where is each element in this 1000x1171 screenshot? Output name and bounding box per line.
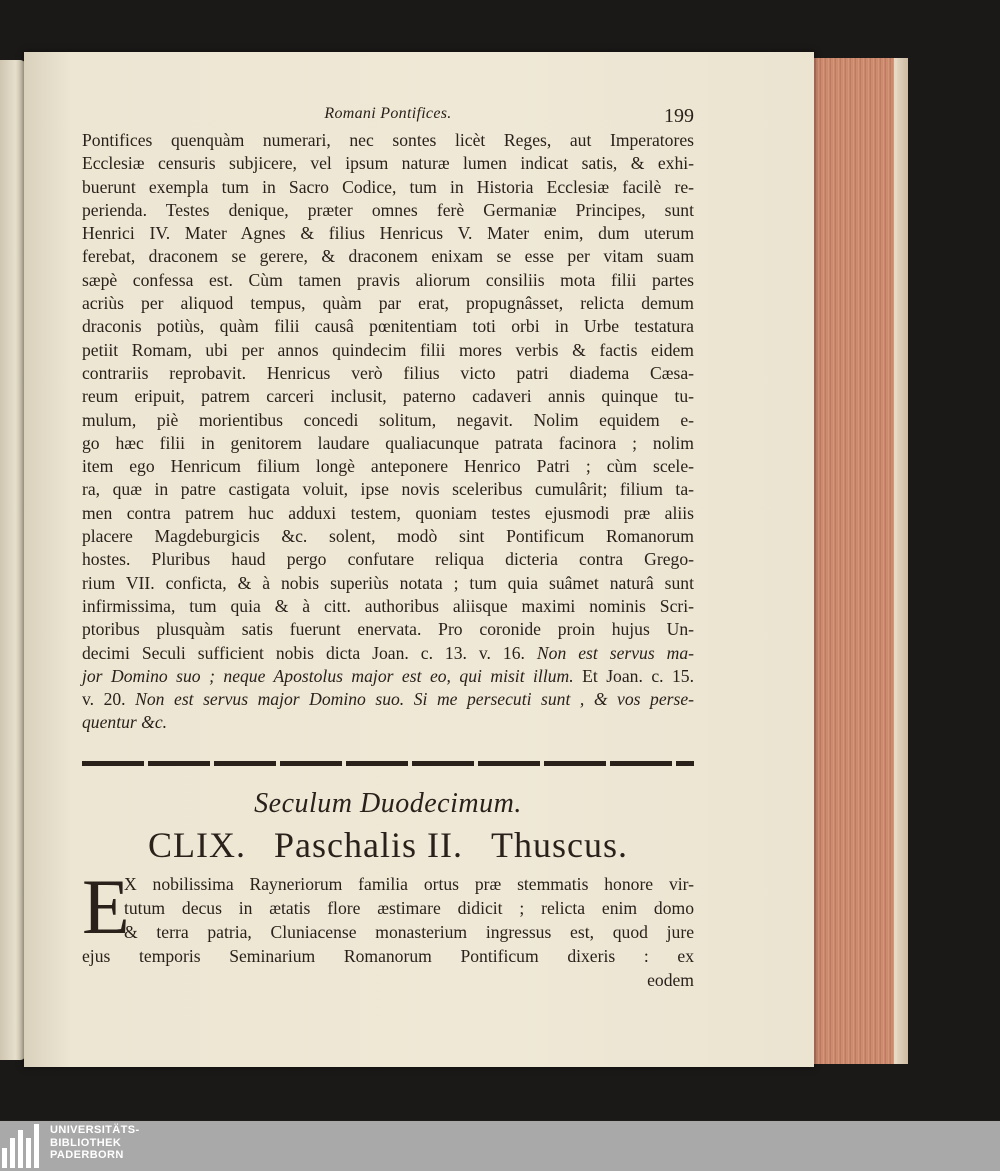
body-line: acriùs per aliquod tempus, quàm par erat, propugnâsset, relicta demum (82, 293, 694, 314)
logo-line: PADERBORN (50, 1149, 124, 1161)
body-line: Ecclesiæ censuris subjicere, vel ipsum naturæ lumen indicat satis, & exhi- (82, 153, 694, 174)
body-line: rium VII. conficta, & à nobis superiùs notata ; tum quia suâmet naturâ sunt (82, 572, 694, 593)
running-title: Romani Pontifices. (324, 105, 452, 122)
pope-heading (82, 824, 694, 866)
body-line: men contra patrem huc adduxi testem, quoniam testes ejusmodi præ aliis (82, 502, 694, 523)
body-line: draconis potiùs, quàm filii causâ pœnitentiam toti orbi in Urbe testatura (82, 316, 694, 337)
running-head (82, 105, 694, 129)
scripture-quote: quentur &c. (82, 712, 168, 733)
pope-number: CLIX. (148, 824, 247, 865)
body-line: contrariis reprobavit. Henricus verò filius victo patri diadema Cæsa- (82, 362, 694, 383)
scripture-reference: v. 20. (82, 689, 126, 710)
logo-line: UNIVERSITÄTS- (50, 1124, 140, 1136)
body-line: hostes. Pluribus haud pergo confutare reliqua dicteria contra Grego- (82, 549, 694, 570)
scripture-reference: decimi Seculi sufficient nobis dicta Joan. c. 13. v. 16. (82, 642, 525, 663)
body-line: placere Magdeburgicis &c. solent, modò sint Pontificum Romanorum (82, 526, 694, 547)
logo-line: BIBLIOTHEK (50, 1136, 122, 1149)
pope-origin: Thuscus. (490, 824, 628, 865)
body-text (82, 129, 694, 735)
body-line: reum eripuit, patrem carceri inclusit, paterno cadaveri annis quinque tu- (82, 386, 694, 407)
entry-line: & terra patria, Cluniacense monasterium ingressus est, quod jure (124, 921, 694, 942)
body-line: ra, quæ in patre castigata voluit, ipse novis sceleribus cumulârit; filium ta- (82, 479, 694, 500)
library-logo-icon (2, 1124, 42, 1168)
entry-line: X nobilissima Rayneriorum familia ortus præ stemmatis honore vir- (124, 873, 694, 894)
body-line: buerunt exempla tum in Sacro Codice, tum in Historia Ecclesiæ facilè re- (82, 176, 694, 197)
body-line: Pontifices quenquàm numerari, nec sontes licèt Reges, aut Imperatores (82, 130, 694, 150)
scripture-quote: Non est servus major Domino suo. Si me persecuti sunt , & vos perse- (135, 689, 695, 710)
pope-name: Paschalis II. (274, 824, 463, 865)
entry-line: ejus temporis Seminarium Romanorum Pontificum dixeris : ex (82, 945, 694, 966)
body-line: mulum, piè morientibus concedi solitum, negavit. Nolim equidem e- (82, 409, 694, 430)
body-line: ferebat, draconem se gerere, & draconem enixam se esse per vitam suam (82, 246, 694, 267)
page-number: 199 (664, 105, 694, 127)
scripture-quote: Non est servus ma- (536, 642, 695, 663)
pope-entry (82, 862, 694, 992)
library-logo-text (50, 1124, 140, 1162)
book-fore-edge (800, 58, 897, 1064)
body-line-with-quote (82, 688, 694, 711)
body-line: Henrici IV. Mater Agnes & filius Henricus V. Mater enim, dum uterum (82, 223, 694, 244)
body-line: perienda. Testes denique, præter omnes ferè Germaniæ Principes, sunt (82, 199, 694, 220)
body-line: item ego Henricum filium longè anteponere Henrico Patri ; cùm scele- (82, 456, 694, 477)
body-line-with-quote (82, 642, 694, 665)
left-page-edge (0, 60, 26, 1060)
drop-cap: E (82, 862, 130, 950)
library-footer-bar (0, 1121, 1000, 1171)
body-line: infirmissima, tum quia & à citt. authoribus aliisque maximi nominis Scri- (82, 595, 694, 616)
catchword: eodem (647, 969, 694, 990)
body-line-with-quote (82, 665, 694, 688)
scripture-reference: Et Joan. c. 15. (582, 665, 694, 686)
page-content (82, 105, 694, 992)
entry-line: tutum decus in ætatis flore æstimare didicit ; relicta enim domo (124, 897, 694, 918)
body-line: petiit Romam, ubi per annos quindecim filii mores verbis & factis eidem (82, 339, 694, 360)
century-title: Seculum Duodecimum. (254, 787, 522, 819)
body-line: sæpè confessa est. Cùm tamen pravis aliorum consiliis mota filii partes (82, 269, 694, 290)
section-divider (82, 761, 694, 766)
body-line: ptoribus plusquàm satis fuerunt enervata. Pro coronide proin hujus Un- (82, 619, 694, 640)
body-line: go hæc filii in genitorem laudare qualiacunque patrata facinora ; nolim (82, 432, 694, 453)
scripture-quote: jor Domino suo ; neque Apostolus major est eo, qui misit illum. (82, 665, 574, 686)
